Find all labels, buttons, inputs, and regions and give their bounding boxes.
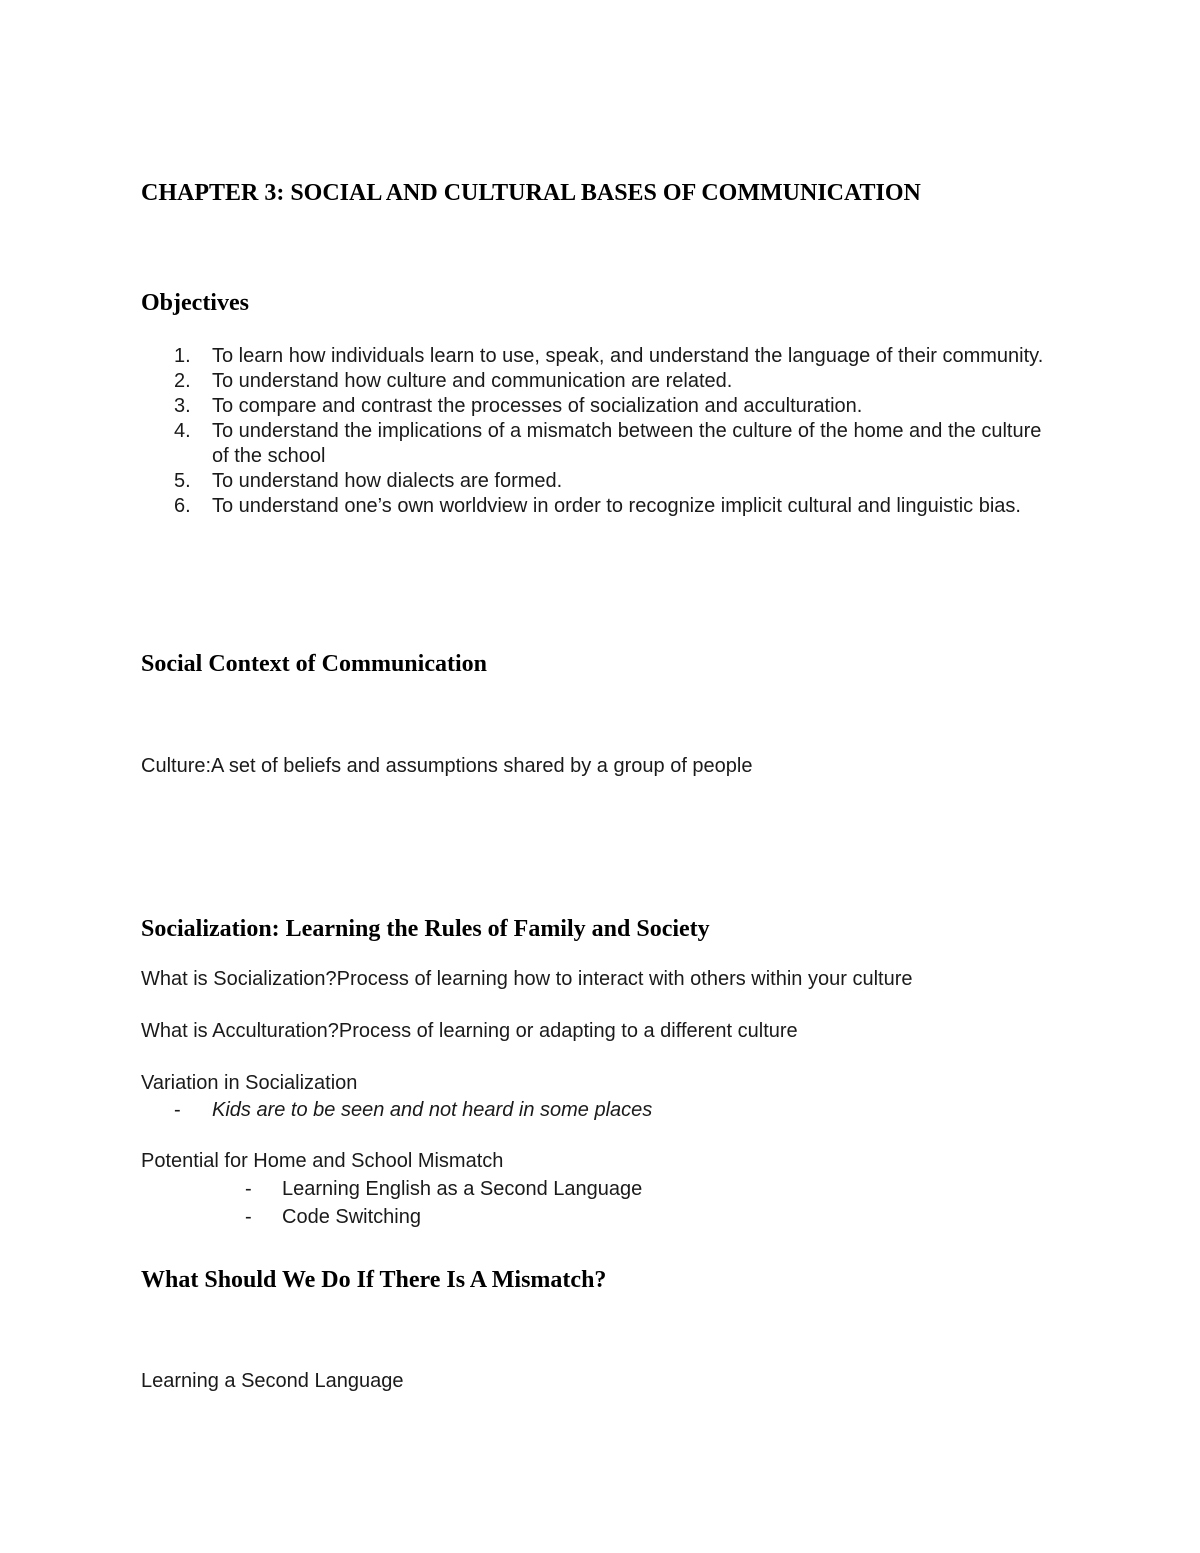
objectives-list	[141, 344, 1051, 519]
objective-text: To understand how culture and communication are related.	[212, 370, 733, 392]
culture-definition: Culture:A set of beliefs and assumptions shared by a group of people	[141, 755, 753, 777]
socialization-heading: Socialization: Learning the Rules of Family and Society	[141, 916, 710, 942]
what-is-socialization: What is Socialization?Process of learning how to interact with others within your culture	[141, 968, 913, 990]
objective-text: To learn how individuals learn to use, speak, and understand the language of their community.	[212, 345, 1044, 367]
objective-text: To understand the implications of a mismatch between the culture of the home and the culture of the school	[212, 420, 1042, 467]
objective-number: 5.	[174, 470, 191, 492]
objective-text: To understand one’s own worldview in order to recognize implicit cultural and linguistic bias.	[212, 495, 1021, 517]
objective-number: 2.	[174, 370, 191, 392]
objective-item-2	[141, 369, 1051, 394]
bullet-dash: -	[245, 1178, 252, 1200]
mismatch-heading: What Should We Do If There Is A Mismatch?	[141, 1267, 607, 1293]
objective-item-1	[141, 344, 1051, 369]
mismatch-bullet-2: Code Switching	[282, 1206, 421, 1228]
objective-number: 6.	[174, 495, 191, 517]
variation-label: Variation in Socialization	[141, 1072, 358, 1094]
objective-item-5	[141, 469, 1051, 494]
bullet-dash: -	[174, 1099, 181, 1121]
what-is-acculturation: What is Acculturation?Process of learning or adapting to a different culture	[141, 1020, 798, 1042]
variation-bullet: Kids are to be seen and not heard in some places	[212, 1099, 653, 1121]
objective-number: 3.	[174, 395, 191, 417]
objective-text: To compare and contrast the processes of socialization and acculturation.	[212, 395, 863, 417]
objective-text: To understand how dialects are formed.	[212, 470, 563, 492]
social-context-heading: Social Context of Communication	[141, 651, 487, 677]
second-language-subtopic: Learning a Second Language	[141, 1370, 404, 1392]
mismatch-bullet-1: Learning English as a Second Language	[282, 1178, 643, 1200]
objective-item-3	[141, 394, 1051, 419]
mismatch-label: Potential for Home and School Mismatch	[141, 1150, 504, 1172]
chapter-title: CHAPTER 3: SOCIAL AND CULTURAL BASES OF COMMUNICATION	[141, 180, 921, 206]
objective-number: 4.	[174, 420, 191, 442]
objective-item-4	[141, 419, 1051, 469]
objectives-heading: Objectives	[141, 290, 249, 316]
objective-number: 1.	[174, 345, 191, 367]
objective-item-6	[141, 494, 1051, 519]
bullet-dash: -	[245, 1206, 252, 1228]
